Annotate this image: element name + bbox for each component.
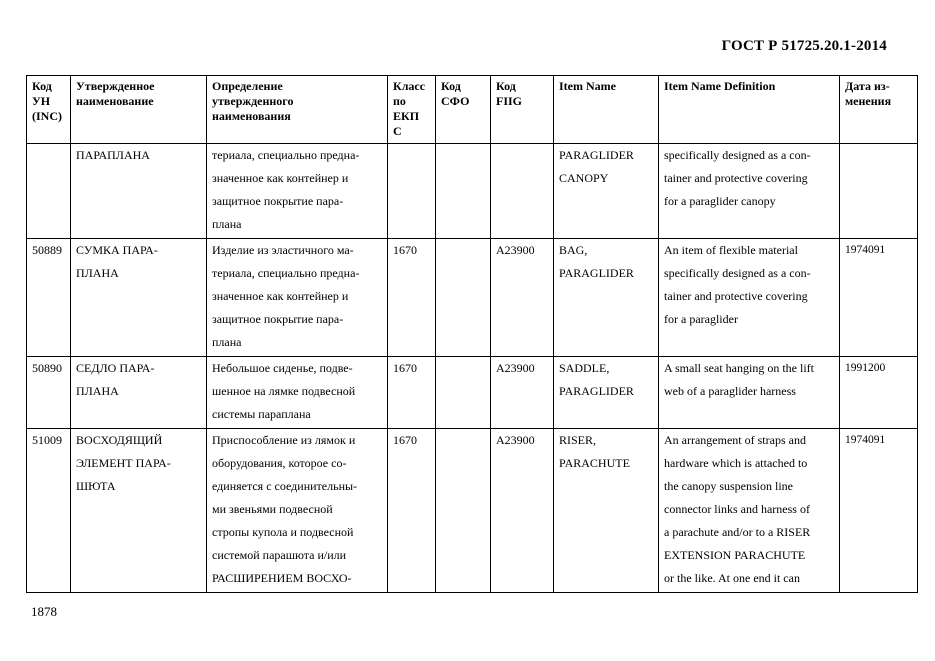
header-line: Утвержденное — [76, 79, 155, 93]
cell-line: териала, специально предна- — [212, 266, 360, 280]
cell-line: ми звеньями подвесной — [212, 502, 333, 516]
cell-line: защитное покрытие пара- — [212, 312, 344, 326]
cell-item-name — [554, 239, 659, 357]
cell-line: tainer and protective covering — [664, 289, 808, 303]
header-line: Определение — [212, 79, 283, 93]
page-number: 1878 — [31, 604, 57, 619]
table-header-row — [27, 76, 918, 144]
header-line: Класс — [393, 79, 426, 93]
cell-line: BAG, — [559, 243, 588, 257]
cell-line: плана — [212, 335, 242, 349]
header-line: УН — [32, 94, 51, 108]
cell-line: or the like. At one end it can — [664, 571, 800, 585]
cell-line: стропы купола и подвесной — [212, 525, 354, 539]
cell-line: connector links and harness of — [664, 502, 810, 516]
cell-line: системой парашюта и/или — [212, 548, 347, 562]
cell-inc — [27, 144, 71, 239]
cell-line: СУМКА ПАРА- — [76, 243, 158, 257]
cell-line: териала, специально предна- — [212, 148, 360, 162]
header-line: Код — [441, 79, 461, 93]
cell-sfo — [436, 357, 491, 429]
cell-definition-en — [659, 357, 840, 429]
header-line: (INC) — [32, 109, 62, 123]
header-line: ЕКП — [393, 109, 420, 123]
cell-line: Приспособление из лямок и — [212, 433, 356, 447]
header-line: утвержденного — [212, 94, 294, 108]
header-line: Дата из- — [845, 79, 890, 93]
cell-item-name — [554, 357, 659, 429]
table-row — [27, 429, 918, 593]
cell-definition-ru — [207, 239, 388, 357]
cell-definition-ru — [207, 357, 388, 429]
cell-line: ПАРАПЛАНА — [76, 148, 150, 162]
cell-line: PARACHUTE — [559, 456, 630, 470]
cell-fiig: A23900 — [491, 357, 554, 429]
header-line: СФО — [441, 94, 470, 108]
cell-definition-ru — [207, 144, 388, 239]
cell-line: for a paraglider canopy — [664, 194, 776, 208]
cell-approved-name — [71, 144, 207, 239]
header-item-name — [554, 76, 659, 144]
table-row — [27, 144, 918, 239]
cell-fiig — [491, 144, 554, 239]
cell-line: CANOPY — [559, 171, 609, 185]
cell-line: шенное на лямке подвесной — [212, 384, 356, 398]
cell-line: плана — [212, 217, 242, 231]
cell-line: РАСШИРЕНИЕМ ВОСХО- — [212, 571, 352, 585]
cell-line: SADDLE, — [559, 361, 610, 375]
header-line: Item Name Definition — [664, 79, 776, 93]
cell-fiig: A23900 — [491, 429, 554, 593]
header-line: по — [393, 94, 406, 108]
document-standard-number: ГОСТ Р 51725.20.1-2014 — [721, 38, 887, 54]
header-item-definition — [659, 76, 840, 144]
cell-class — [388, 144, 436, 239]
cell-definition-en — [659, 429, 840, 593]
cell-line: защитное покрытие пара- — [212, 194, 344, 208]
cell-definition-ru — [207, 429, 388, 593]
cell-line: An arrangement of straps and — [664, 433, 806, 447]
header-line: наименование — [76, 94, 154, 108]
cell-definition-en — [659, 144, 840, 239]
header-line: Код — [496, 79, 516, 93]
cell-line: значенное как контейнер и — [212, 289, 349, 303]
cell-line: A small seat hanging on the lift — [664, 361, 814, 375]
cell-line: EXTENSION PARACHUTE — [664, 548, 806, 562]
cell-class: 1670 — [388, 357, 436, 429]
cell-line: PARAGLIDER — [559, 384, 634, 398]
cell-line: ПЛАНА — [76, 384, 119, 398]
cell-line: СЕДЛО ПАРА- — [76, 361, 155, 375]
cell-approved-name — [71, 429, 207, 593]
cell-line: for a paraglider — [664, 312, 738, 326]
cell-line: specifically designed as a con- — [664, 148, 811, 162]
header-definition — [207, 76, 388, 144]
cell-line: единяется с соединительны- — [212, 479, 358, 493]
cell-line: RISER, — [559, 433, 597, 447]
cell-line: tainer and protective covering — [664, 171, 808, 185]
cell-inc: 51009 — [27, 429, 71, 593]
cell-line: Изделие из эластичного ма- — [212, 243, 354, 257]
cell-line: PARAGLIDER — [559, 148, 634, 162]
cell-sfo — [436, 144, 491, 239]
header-line: FIIG — [496, 94, 523, 108]
cell-item-name — [554, 144, 659, 239]
header-sfo — [436, 76, 491, 144]
header-change-date — [840, 76, 918, 144]
cell-fiig: A23900 — [491, 239, 554, 357]
cell-line: web of a paraglider harness — [664, 384, 796, 398]
cell-sfo — [436, 429, 491, 593]
table-body — [27, 144, 918, 593]
cell-line: ВОСХОДЯЩИЙ — [76, 433, 163, 447]
cell-line: a parachute and/or to a RISER — [664, 525, 811, 539]
cell-line: ПЛАНА — [76, 266, 119, 280]
cell-line: PARAGLIDER — [559, 266, 634, 280]
cell-line: specifically designed as a con- — [664, 266, 811, 280]
cell-inc: 50889 — [27, 239, 71, 357]
item-names-table — [26, 75, 918, 593]
cell-item-name — [554, 429, 659, 593]
cell-change-date: 1974091 — [840, 239, 918, 357]
header-line: Item Name — [559, 79, 616, 93]
header-fiig — [491, 76, 554, 144]
cell-change-date: 1991200 — [840, 357, 918, 429]
cell-line: the canopy suspension line — [664, 479, 793, 493]
cell-approved-name — [71, 357, 207, 429]
header-line: менения — [845, 94, 892, 108]
cell-line: hardware which is attached to — [664, 456, 808, 470]
cell-line: ЭЛЕМЕНТ ПАРА- — [76, 456, 171, 470]
cell-change-date — [840, 144, 918, 239]
header-line: наименования — [212, 109, 291, 123]
table-row — [27, 357, 918, 429]
cell-inc: 50890 — [27, 357, 71, 429]
header-approved-name — [71, 76, 207, 144]
header-line: С — [393, 124, 402, 138]
cell-class: 1670 — [388, 429, 436, 593]
header-line: Код — [32, 79, 52, 93]
cell-class: 1670 — [388, 239, 436, 357]
header-inc — [27, 76, 71, 144]
cell-line: Небольшое сиденье, подве- — [212, 361, 353, 375]
cell-line: An item of flexible material — [664, 243, 798, 257]
cell-definition-en — [659, 239, 840, 357]
cell-approved-name — [71, 239, 207, 357]
table-row — [27, 239, 918, 357]
cell-line: значенное как контейнер и — [212, 171, 349, 185]
cell-line: системы параплана — [212, 407, 311, 421]
cell-change-date: 1974091 — [840, 429, 918, 593]
cell-sfo — [436, 239, 491, 357]
cell-line: оборудования, которое со- — [212, 456, 347, 470]
cell-line: ШЮТА — [76, 479, 116, 493]
header-class — [388, 76, 436, 144]
